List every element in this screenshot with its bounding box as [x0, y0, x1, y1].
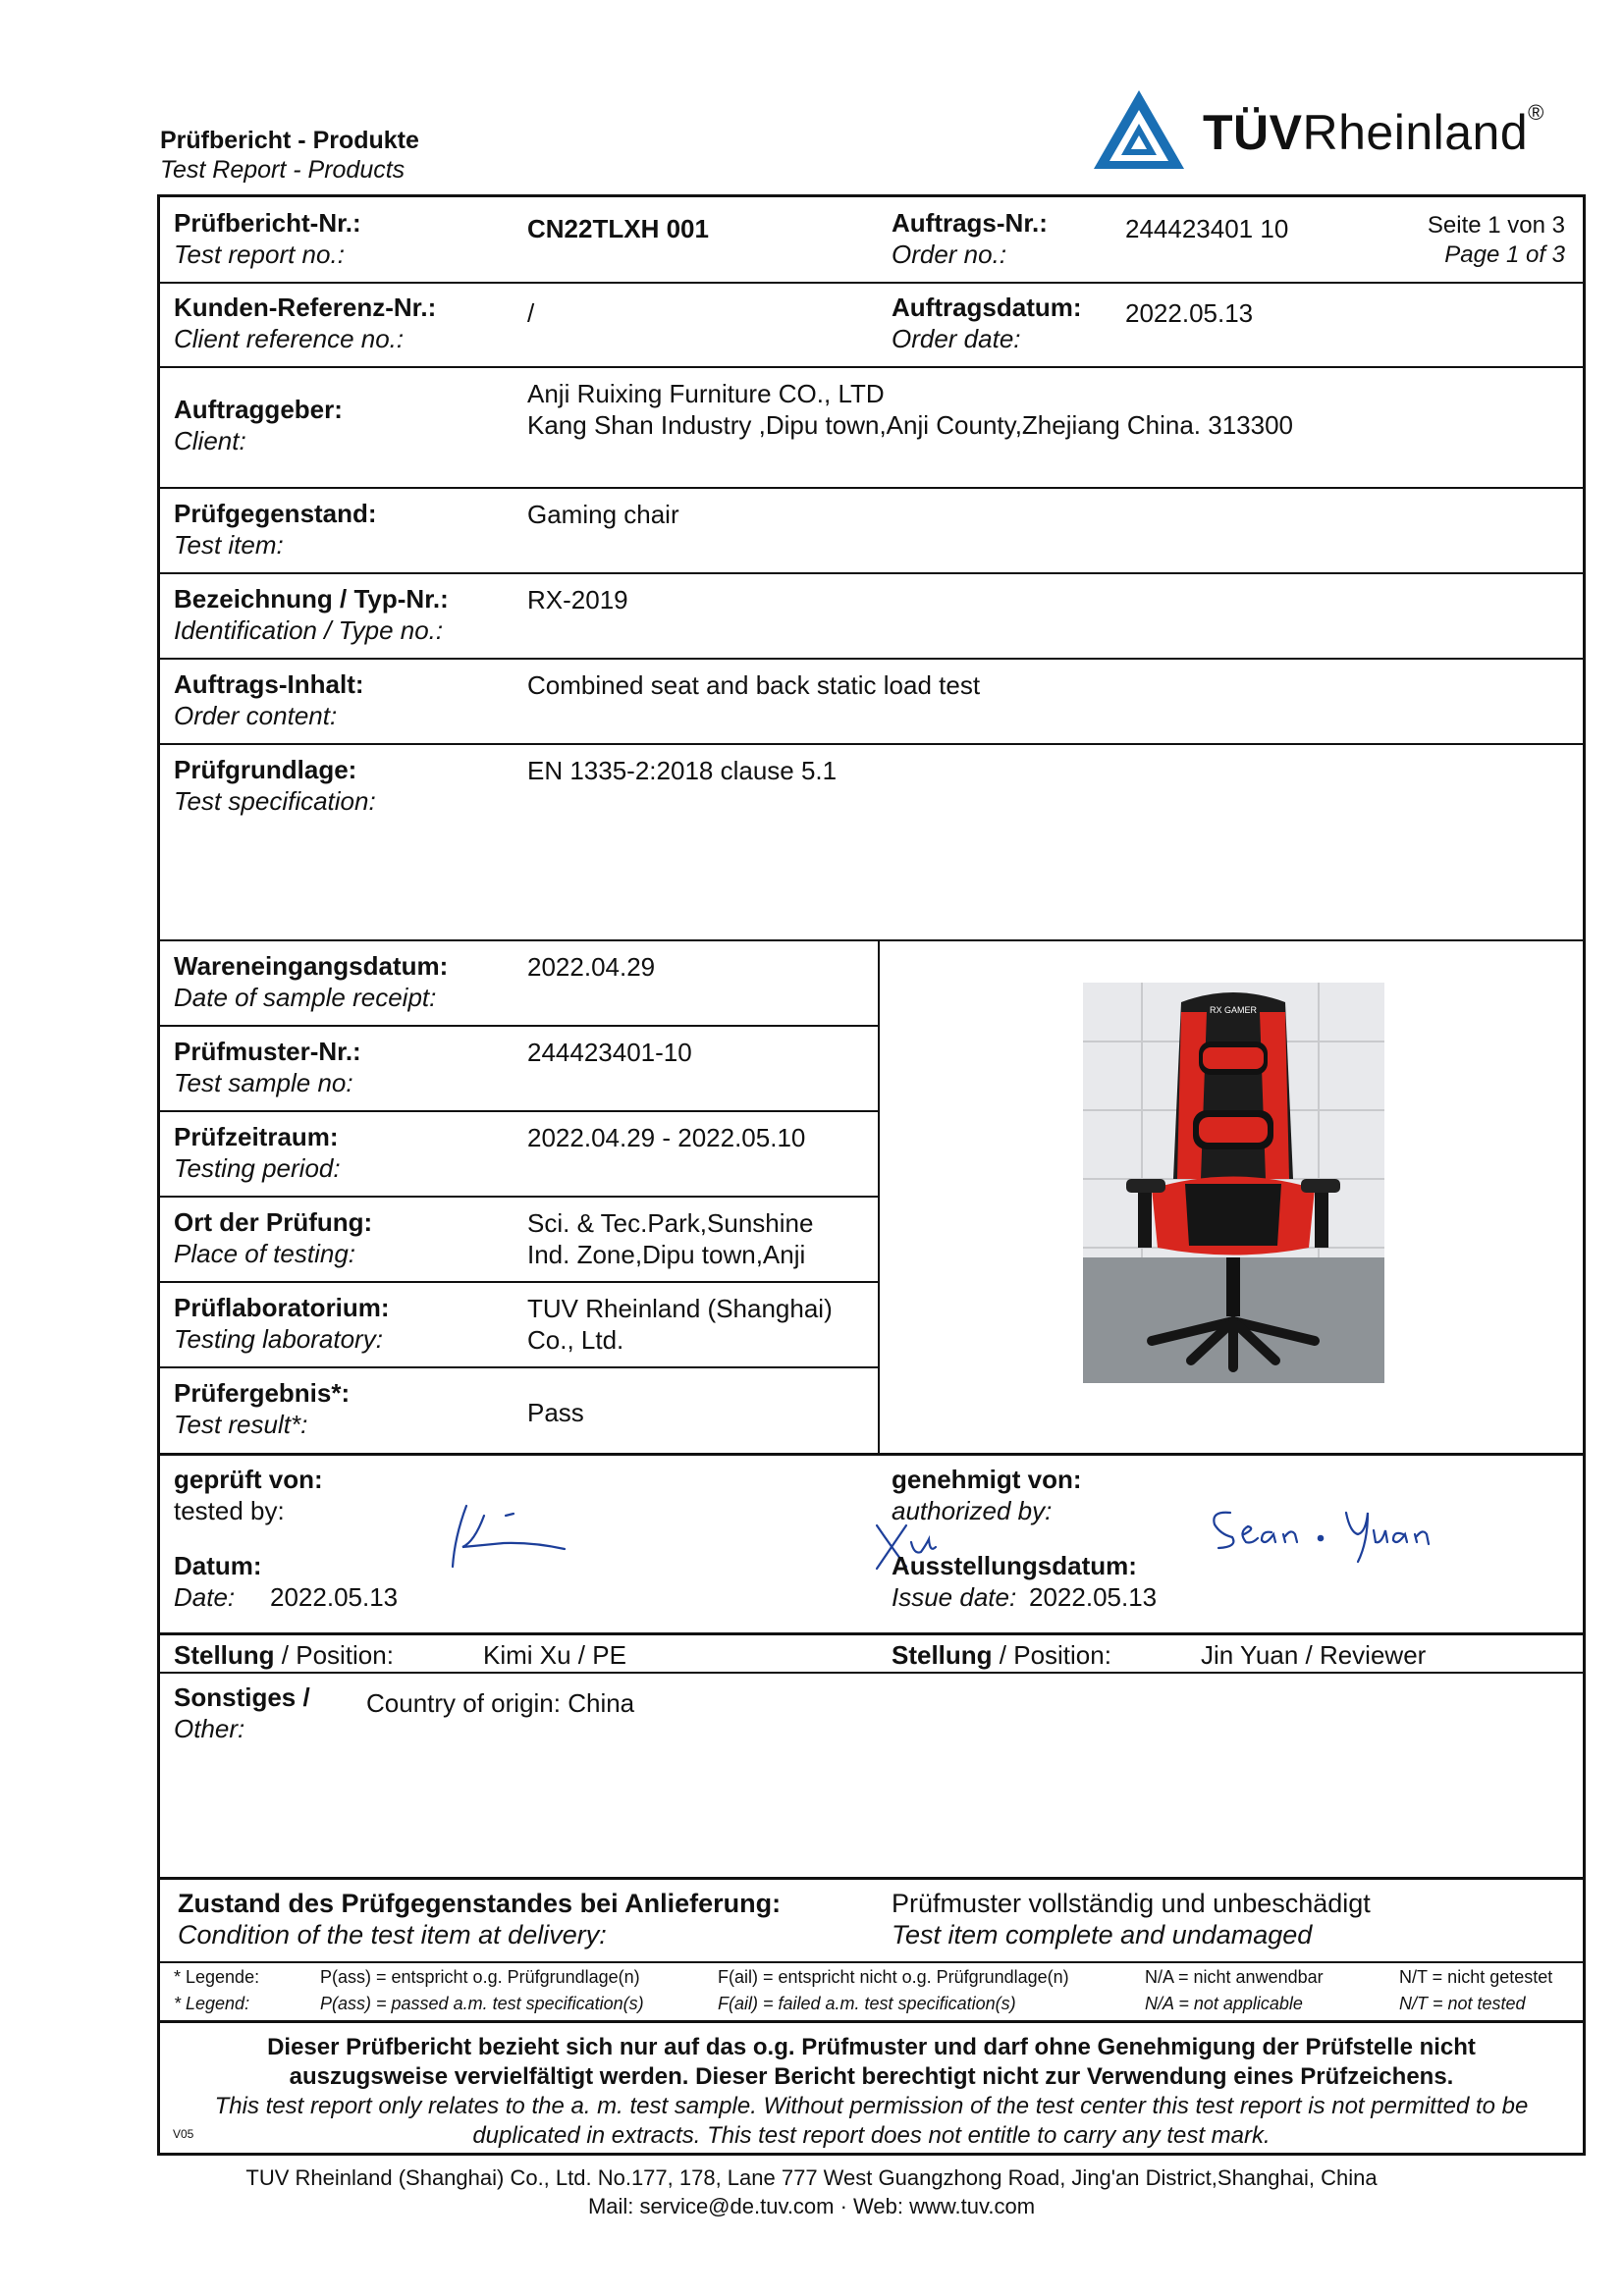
legend-pass-en: P(ass) = passed a.m. test specification(s): [320, 1994, 644, 2013]
logo-wordmark: [1203, 100, 1544, 161]
client-ref-value: /: [527, 298, 535, 328]
result-value: Pass: [527, 1398, 584, 1427]
identification-label: Bezeichnung / Typ-Nr.: Identification / Type no.:: [174, 584, 449, 645]
divider: [160, 1110, 878, 1112]
report-type-de: Prüfbericht - Produkte: [160, 127, 419, 154]
disclaimer-en-1: This test report only relates to the a. m. test sample. Without permission of the test center this test report is not permitted to be: [214, 2093, 1529, 2119]
divider: [160, 1672, 1583, 1674]
disclaimer: [160, 2033, 1583, 2151]
logo-tuv: TÜV: [1203, 105, 1303, 160]
footer-address: TUV Rheinland (Shanghai) Co., Ltd. No.177, 178, Lane 777 West Guangzhong Road, Jing'an District,Shanghai, China: [245, 2165, 1378, 2190]
legend-label-de: * Legende:: [174, 1967, 260, 1987]
reviewer-position-value: Jin Yuan / Reviewer: [1201, 1640, 1427, 1670]
footer-contact: Mail: service@de.tuv.com · Web: www.tuv.com: [587, 2194, 1036, 2218]
client-name: Anji Ruixing Furniture CO., LTD: [527, 379, 885, 408]
order-content-value: Combined seat and back static load test: [527, 670, 981, 700]
date-label: Datum: Date:: [174, 1551, 262, 1612]
tested-by-label: geprüft von: tested by:: [174, 1465, 323, 1525]
place-value-2: Ind. Zone,Dipu town,Anji: [527, 1240, 806, 1269]
divider: [160, 2020, 1583, 2023]
tester-position-label: Stellung / Position:: [174, 1640, 394, 1670]
legend-nt-en: N/T = not tested: [1399, 1994, 1526, 2013]
test-item-value: Gaming chair: [527, 500, 679, 529]
condition-value: Prüfmuster vollständig und unbeschädigt Test item complete and undamaged: [892, 1889, 1371, 1949]
logo-registered: ®: [1528, 100, 1544, 125]
divider: [160, 658, 1583, 660]
identification-value: RX-2019: [527, 585, 628, 614]
reviewer-signature: [1201, 1483, 1574, 1572]
report-no-value: CN22TLXH 001: [527, 214, 709, 243]
sample-no-label: Prüfmuster-Nr.: Test sample no:: [174, 1037, 361, 1097]
divider: [160, 366, 1583, 368]
lab-label: Prüflaboratorium: Testing laboratory:: [174, 1293, 390, 1354]
order-no-value: 244423401 10: [1125, 214, 1289, 243]
divider: [160, 743, 1583, 745]
report-type-en: Test Report - Products: [160, 156, 406, 184]
page-number-de: Seite 1 von 3: [1427, 212, 1565, 239]
testing-period-value: 2022.04.29 - 2022.05.10: [527, 1123, 806, 1152]
legend-fail-de: F(ail) = entspricht nicht o.g. Prüfgrundlage(n): [718, 1967, 1069, 1987]
legend-nt-de: N/T = nicht getestet: [1399, 1967, 1553, 1987]
page-number-en: Page 1 of 3: [1444, 241, 1565, 268]
testing-period-label: Prüfzeitraum: Testing period:: [174, 1122, 341, 1183]
client-ref-label: Kunden-Referenz-Nr.: Client reference no.:: [174, 293, 437, 353]
tester-position-value: Kimi Xu / PE: [483, 1640, 626, 1670]
lab-value-2: Co., Ltd.: [527, 1325, 624, 1355]
other-value: Country of origin: China: [366, 1688, 635, 1718]
lab-value-1: TUV Rheinland (Shanghai): [527, 1294, 833, 1323]
form-version: V05: [173, 2127, 194, 2141]
legend-na-de: N/A = nicht anwendbar: [1145, 1967, 1324, 1987]
legend-pass-de: P(ass) = entspricht o.g. Prüfgrundlage(n): [320, 1967, 640, 1987]
tuv-rheinland-logo: [1090, 86, 1544, 175]
divider: [160, 1453, 1583, 1456]
test-item-photo: [1083, 983, 1384, 1383]
disclaimer-de-2: auszugsweise vervielfältigt werden. Dieser Bericht berechtigt nicht zur Verwendung eines Prüfzeichens.: [289, 2063, 1454, 2090]
logo-rheinland: Rheinland: [1302, 105, 1529, 160]
divider: [160, 1632, 1583, 1635]
place-value-1: Sci. & Tec.Park,Sunshine: [527, 1208, 814, 1238]
test-date-value: 2022.05.13: [270, 1582, 399, 1612]
order-content-label: Auftrags-Inhalt: Order content:: [174, 669, 364, 730]
divider: [160, 1877, 1583, 1880]
other-label: Sonstiges / Other:: [174, 1682, 310, 1743]
result-label: Prüfergebnis*: Test result*:: [174, 1378, 351, 1439]
order-date-value: 2022.05.13: [1125, 298, 1254, 328]
sample-no-value: 244423401-10: [527, 1038, 692, 1067]
legend-na-en: N/A = not applicable: [1145, 1994, 1303, 2013]
issue-date-label: Ausstellungsdatum: Issue date:: [892, 1551, 1137, 1612]
test-spec-value: EN 1335-2:2018 clause 5.1: [527, 756, 838, 785]
client-address: Kang Shan Industry ,Dipu town,Anji County,Zhejiang China. 313300: [527, 410, 1294, 440]
divider: [160, 1281, 878, 1283]
legend-label-en: * Legend:: [174, 1994, 250, 2013]
place-label: Ort der Prüfung: Place of testing:: [174, 1207, 373, 1268]
issue-date-value: 2022.05.13: [1029, 1582, 1158, 1612]
disclaimer-de-1: Dieser Prüfbericht bezieht sich nur auf das o.g. Prüfmuster und darf ohne Genehmigung der Prüfstelle nicht: [267, 2034, 1476, 2060]
legend-fail-en: F(ail) = failed a.m. test specification(s): [718, 1994, 1016, 2013]
authorized-by-label: genehmigt von: authorized by:: [892, 1465, 1082, 1525]
order-no-label: Auftrags-Nr.: Order no.:: [892, 208, 1048, 269]
test-item-label: Prüfgegenstand: Test item:: [174, 499, 377, 560]
divider: [160, 939, 1583, 941]
report-type-header: [160, 126, 419, 185]
divider: [160, 1025, 878, 1027]
report-frame: [157, 194, 1586, 2156]
divider: [160, 487, 1583, 489]
client-label: Auftraggeber: Client:: [174, 395, 343, 455]
report-no-label: Prüfbericht-Nr.: Test report no.:: [174, 208, 361, 269]
receipt-date-label: Wareneingangsdatum: Date of sample receipt:: [174, 951, 449, 1012]
chair-logo-text: RX GAMER: [1209, 1005, 1258, 1015]
divider: [160, 1366, 878, 1368]
test-spec-label: Prüfgrundlage: Test specification:: [174, 755, 376, 816]
tuv-triangle-icon: [1090, 86, 1188, 175]
divider: [160, 282, 1583, 284]
footer: [0, 2163, 1623, 2220]
disclaimer-en-2: duplicated in extracts. This test report does not entitle to carry any test mark.: [472, 2122, 1271, 2149]
receipt-date-value: 2022.04.29: [527, 952, 656, 982]
order-date-label: Auftragsdatum: Order date:: [892, 293, 1082, 353]
divider: [160, 572, 1583, 574]
page-number: [1428, 211, 1565, 270]
divider: [160, 1196, 878, 1198]
reviewer-position-label: Stellung / Position:: [892, 1640, 1111, 1670]
column-divider: [878, 939, 880, 1455]
condition-label: Zustand des Prüfgegenstandes bei Anlieferung: Condition of the test item at delivery:: [178, 1889, 782, 1949]
